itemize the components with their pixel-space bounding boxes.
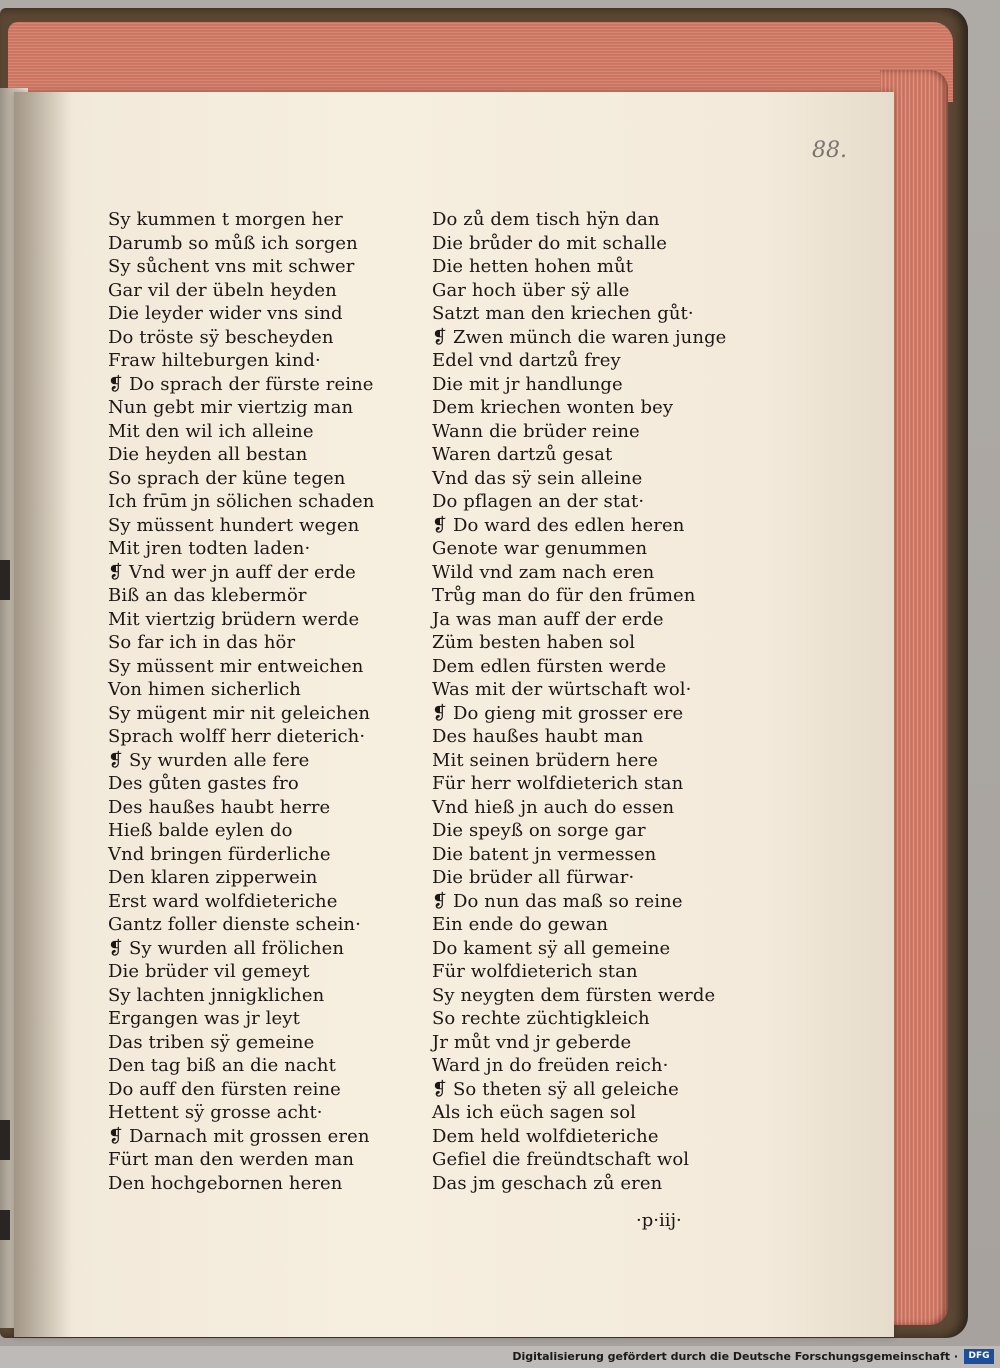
- text-line: Nun gebt mir viertzig man: [108, 397, 354, 418]
- text-line: Des haußes haubt herre: [108, 796, 331, 818]
- text-line: ❡ Do ward des edlen heren: [432, 514, 685, 536]
- text-line: Die heyden all bestan: [108, 444, 308, 465]
- right-text-column: [432, 208, 726, 1195]
- text-line: Dem edlen fürsten werde: [432, 655, 667, 677]
- text-line: Sy müssent mir entweichen: [108, 655, 364, 677]
- text-line: Trůg man do für den frūmen: [432, 585, 696, 606]
- text-line: Dem kriechen wonten bey: [432, 397, 674, 418]
- text-line: Die brůder do mit schalle: [432, 232, 667, 254]
- text-line: Do tröste sÿ bescheyden: [108, 326, 334, 348]
- footer-bar: [0, 1346, 1000, 1368]
- text-line: Den tag biß an die nacht: [108, 1055, 336, 1076]
- text-line: So sprach der küne tegen: [108, 467, 346, 489]
- text-line: Sy neygten dem fürsten werde: [432, 984, 716, 1006]
- text-line: Jr můt vnd jr geberde: [432, 1031, 632, 1053]
- text-line: Mit den wil ich alleine: [108, 420, 314, 442]
- text-line: ❡ Do gieng mit grosser ere: [432, 702, 684, 724]
- text-line: Sy mügent mir nit geleichen: [108, 702, 371, 724]
- text-line: Mit seinen brüdern here: [432, 749, 658, 771]
- text-line: Für herr wolfdieterich stan: [432, 773, 684, 794]
- text-line: So far ich in das hör: [108, 632, 296, 653]
- text-line: Ergangen was jr leyt: [108, 1008, 300, 1029]
- text-line: Do pflagen an der stat·: [432, 491, 645, 512]
- text-line: Das triben sÿ gemeine: [108, 1031, 315, 1053]
- binding-clip: [0, 1210, 10, 1240]
- text-line: Den hochgebornen heren: [108, 1172, 343, 1194]
- text-line: ❡ Do nun das maß so reine: [432, 890, 683, 912]
- text-line: Wann die brüder reine: [432, 420, 640, 442]
- text-line: Sy müssent hundert wegen: [108, 514, 360, 536]
- text-line: Sprach wolff herr dieterich·: [108, 726, 366, 747]
- text-line: Für wolfdieterich stan: [432, 961, 638, 982]
- text-line: Was mit der würtschaft wol·: [432, 679, 692, 700]
- text-line: Genote war genummen: [432, 538, 648, 559]
- text-line: Do zů dem tisch hÿn dan: [432, 209, 660, 230]
- text-line: Die brüder vil gemeyt: [108, 961, 310, 982]
- text-line: ❡ Sy wurden all frölichen: [108, 937, 345, 959]
- page-edges-top: [8, 22, 953, 102]
- text-line: ❡ So theten sÿ all geleiche: [432, 1078, 679, 1100]
- text-line: Do kament sÿ all gemeine: [432, 937, 671, 959]
- text-line: Des gůten gastes fro: [108, 773, 299, 794]
- text-line: Sy lachten jnnigklichen: [108, 984, 325, 1006]
- text-line: Gefiel die freündtschaft wol: [432, 1149, 690, 1170]
- binding-clip: [0, 1120, 10, 1160]
- gutter-shadow: [14, 92, 74, 1337]
- text-line: Edel vnd dartzů frey: [432, 350, 621, 371]
- folio-number: 88.: [812, 138, 847, 163]
- text-line: Mit viertzig brüdern werde: [108, 608, 360, 630]
- text-line: Die brüder all fürwar·: [432, 867, 635, 888]
- text-line: Die speyß on sorge gar: [432, 820, 646, 841]
- text-line: ❡ Do sprach der fürste reine: [108, 373, 374, 395]
- text-line: Wild vnd zam nach eren: [432, 561, 655, 583]
- text-line: Als ich eüch sagen sol: [432, 1102, 636, 1123]
- text-line: Satzt man den kriechen gůt·: [432, 303, 694, 324]
- text-line: Mit jren todten laden·: [108, 538, 311, 559]
- text-line: Vnd das sÿ sein alleine: [432, 467, 643, 489]
- text-line: ❡ Zwen münch die waren junge: [432, 326, 727, 348]
- text-line: Gar vil der übeln heyden: [108, 279, 337, 301]
- text-line: Züm besten haben sol: [432, 632, 636, 653]
- text-line: Ein ende do gewan: [432, 914, 609, 935]
- text-line: ❡ Vnd wer jn auff der erde: [108, 561, 356, 583]
- text-line: Vnd bringen fürderliche: [108, 843, 331, 865]
- text-line: Gar hoch über sÿ alle: [432, 279, 630, 301]
- text-line: Ich frūm jn sölichen schaden: [108, 491, 375, 512]
- text-line: Des haußes haubt man: [432, 726, 644, 747]
- text-line: Ward jn do freüden reich·: [432, 1055, 669, 1076]
- text-line: Das jm geschach zů eren: [432, 1172, 663, 1194]
- text-line: Die batent jn vermessen: [432, 843, 657, 865]
- text-line: Dem held wolfdieteriche: [432, 1125, 659, 1147]
- funding-credit: Digitalisierung gefördert durch die Deutsche Forschungsgemeinschaft ·: [512, 1350, 958, 1363]
- text-line: Erst ward wolfdieteriche: [108, 890, 338, 912]
- dfg-logo: DFG: [964, 1349, 994, 1364]
- text-line: Sy kummen t morgen her: [108, 209, 343, 230]
- text-line: Fraw hilteburgen kind·: [108, 350, 321, 371]
- text-line: Ja was man auff der erde: [432, 608, 664, 630]
- text-line: ❡ Sy wurden alle fere: [108, 749, 310, 771]
- text-line: Vnd hieß jn auch do essen: [432, 796, 675, 818]
- text-line: Darumb so můß ich sorgen: [108, 232, 358, 254]
- text-line: So rechte züchtigkleich: [432, 1008, 650, 1029]
- text-line: Von himen sicherlich: [108, 679, 301, 700]
- binding-clip: [0, 560, 10, 600]
- signature-mark: ·p·iij·: [636, 1210, 682, 1231]
- text-line: Den klaren zipperwein: [108, 867, 318, 888]
- text-line: Do auff den fürsten reine: [108, 1078, 341, 1100]
- text-line: Hieß balde eylen do: [108, 820, 293, 841]
- left-text-column: [108, 208, 375, 1195]
- text-line: Sy sůchent vns mit schwer: [108, 256, 355, 277]
- text-line: Gantz foller dienste schein·: [108, 914, 361, 935]
- text-line: Waren dartzů gesat: [432, 444, 613, 465]
- text-line: Die hetten hohen můt: [432, 256, 634, 277]
- text-line: ❡ Darnach mit grossen eren: [108, 1125, 370, 1147]
- text-line: Fürt man den werden man: [108, 1149, 355, 1170]
- text-line: Die mit jr handlunge: [432, 373, 623, 395]
- text-line: Hettent sÿ grosse acht·: [108, 1102, 323, 1123]
- text-line: Biß an das klebermör: [108, 585, 307, 606]
- text-line: Die leyder wider vns sind: [108, 303, 343, 324]
